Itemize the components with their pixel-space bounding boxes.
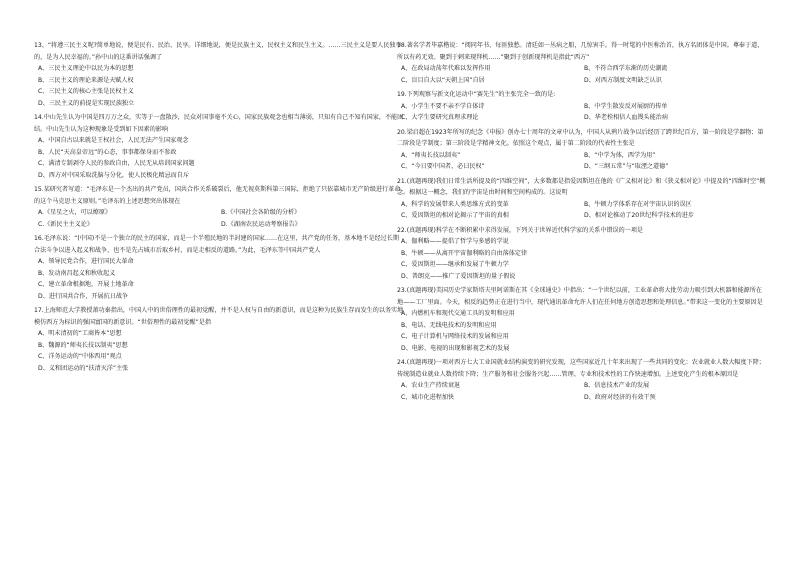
answer-option: D、电影、电视的出现和影视艺术的发展 bbox=[401, 344, 510, 352]
answer-option: A、科学的发展带来人类思维方式的变革 bbox=[401, 200, 509, 208]
answer-option: D.《湖南农民运动考察报告》 bbox=[221, 220, 301, 228]
answer-option: A、小学生不要不亲不学自体诗 bbox=[401, 102, 485, 110]
answer-option: C、爱因斯坦的相对论揭示了宇宙的真相 bbox=[401, 212, 509, 219]
question-stem: 17.上海师范大学教授萧功秦指出，中国人中的世俗理性的最初觉醒，并不是人权与自由的新意识，而是这种为民族生存而发生的以务实地模仿西方为标识的强国富国的新意识。“世俗理性的最初觉醒”是指 bbox=[34, 307, 404, 326]
answer-option: C、洋务运动的“中体西用”观点 bbox=[38, 353, 122, 360]
right-column bbox=[397, 40, 767, 406]
option-row bbox=[397, 380, 767, 392]
question-stem: 23.(真题再现)美国历史学家斯塔夫里阿诺斯在其《全球通史》中指出：“一个世纪以前，工业革命将大批劳动力吸引到大机器和能源所在地——工厂里面。今天，相反的趋势正在进行当中，现代通讯革命允许人们在任何地方创造思想和处理信息。”带来这一变化的主要原因是 bbox=[397, 287, 763, 306]
answer-option: B、“中学为体，西学为用” bbox=[584, 151, 656, 159]
answer-option: D、进行国共合作，开展抗日战争 bbox=[38, 292, 129, 300]
answer-option: B.《中国社会各阶级的分析》 bbox=[221, 209, 301, 216]
answer-option: C、“今日要中国者，必曰民权” bbox=[401, 163, 485, 170]
question bbox=[34, 112, 404, 181]
answer-option: C、城市化进程加快 bbox=[401, 393, 455, 401]
option-row bbox=[397, 75, 767, 87]
question bbox=[397, 176, 767, 222]
question-stem: 18.著名学者毕嘉楷说：“阅同年书，每匪独愁。清廷如一丛病之船，几惊害手。得一时髦的中医称治首，执方名团体是中国。尊奉于道，所以有药无效。聚到于刺来现拜机……”聚到于创新现拜机是指此“西方” bbox=[397, 42, 764, 61]
answer-option: C、大学生要研究真理求理论 bbox=[401, 114, 479, 121]
question bbox=[34, 233, 404, 302]
answer-option: B、中学生散发反对展厨的传单 bbox=[584, 102, 668, 110]
answer-option: C、满清专制剥夺人民的参政自由，人民无从培训国家问题 bbox=[38, 160, 195, 167]
option-row bbox=[397, 392, 767, 404]
answer-option: A、中国自古以来就是王权社会，人民无法产生国家观念 bbox=[38, 137, 189, 144]
question bbox=[34, 184, 404, 230]
question bbox=[34, 305, 404, 374]
question bbox=[397, 127, 767, 173]
answer-option: D、三民主义的前提是实现民族独立 bbox=[38, 99, 135, 107]
option-row bbox=[397, 63, 767, 75]
question-stem: 15.某研究者写道：“毛泽东是一个杰出的共产党员，国共合作关系破裂后，他无视莫斯科第三国际，拒绝了只依靠城市无产阶级进行革命的这个马克思主义原则。”毛泽东的上述思想突出体现在 bbox=[34, 186, 401, 205]
answer-option: B、信息技术产业的发展 bbox=[584, 382, 650, 389]
answer-option: A、“师夷长技以制夷” bbox=[401, 151, 461, 159]
option-row bbox=[34, 207, 404, 219]
answer-option: D、政府对经济的有效干预 bbox=[584, 393, 656, 401]
answer-option: D、华老栓相信人血馒头能治病 bbox=[584, 114, 668, 121]
answer-option: D、普朗克——推广了爱因斯坦的量子假说 bbox=[401, 272, 516, 280]
answer-option: B、三民主义的理论来源是天赋人权 bbox=[38, 76, 134, 84]
answer-option: A、领导民党合作，进行国民大革命 bbox=[38, 258, 134, 265]
answer-option: D、相对论推动了20世纪科学技术的进步 bbox=[584, 212, 694, 219]
answer-option: A、伽利略——提倡了哲学与多感的学说 bbox=[401, 238, 509, 245]
answer-option: B、不符合西学东渐的历史潮流 bbox=[584, 65, 668, 72]
answer-option: C、盲目自大以“天朝上国”自居 bbox=[401, 76, 485, 84]
answer-option: C、电子计算机与网络技术的发展和应用 bbox=[401, 333, 509, 340]
answer-option: D、“三纲五常”与“取湮之道德” bbox=[584, 163, 669, 170]
answer-option: D、对西方制度文明缺乏认识 bbox=[584, 76, 662, 84]
question bbox=[397, 40, 767, 86]
question-stem: 24.(真题再现)一项对西方七大工业国就业结构演变的研究发现，这些国家近几十年来出现了一些共同的变化：农业就业人数大幅度下降；传统制造业就业人数持续下降；生产服务和社会服务兴起……管理、专业和技术性的工作快速增加。上述变化产生的根本原因是 bbox=[397, 359, 765, 378]
answer-option: B、电话、无线电技术的发明和应用 bbox=[401, 321, 497, 329]
answer-option: D、西方对中国采取洗脑与分化，使人民极化精忌而自斥 bbox=[38, 171, 189, 179]
option-row bbox=[397, 199, 767, 211]
question-stem: 20.梁启超在1923年所写的纪念《申报》创办七十周年的文章中认为，中国人从鸦片战争以后经历了跨世纪百方，第一阶段是学器物；第二阶段是学制度；第三阶段是学精神文化。依照这个观点，属于第二阶段的代表性主张是 bbox=[397, 128, 764, 147]
answer-option: C、三民主义的核心主张是民权主义 bbox=[38, 88, 134, 95]
answer-option: C、爱因斯坦——继承和发展了牛顿力学 bbox=[401, 261, 509, 268]
answer-option: B、人民“天高皇帝远”的心态，事事都保身而不参政 bbox=[38, 148, 177, 156]
answer-option: B、牛顿——从离开宇宙伽利略的自由落体定律 bbox=[401, 249, 528, 257]
question-stem: 21.(真题再现)我们日常生活所提及的“四维空间”，大多数都是指爱因斯坦在他的《广义相对论》和《狭义相对论》中提及的“四维时空”概念。根据这一概念，我们的宇宙是由时间和空间构成的。这说明 bbox=[397, 177, 766, 196]
option-row bbox=[397, 210, 767, 222]
question bbox=[397, 89, 767, 124]
answer-option: A、内燃机车和现代交通工具的发明和应用 bbox=[401, 310, 515, 317]
left-column bbox=[34, 40, 404, 377]
answer-option: A、明末清初的“工商皆本”思想 bbox=[38, 330, 122, 337]
answer-option: B、牛顿力学体系存在对宇宙认识的误区 bbox=[584, 200, 692, 208]
answer-option: D、义和团运动的“扶清灭洋”主张 bbox=[38, 364, 129, 372]
answer-option: A、农业生产持续衰退 bbox=[401, 382, 461, 389]
answer-option: A.《星星之火，可以燎原》 bbox=[38, 209, 112, 216]
question bbox=[397, 225, 767, 283]
option-row bbox=[397, 161, 767, 173]
option-row bbox=[397, 101, 767, 113]
answer-option: C.《新民主主义论》 bbox=[38, 220, 93, 228]
answer-option: A、在政局动荡年代难以发挥作用 bbox=[401, 65, 491, 72]
option-row bbox=[397, 112, 767, 124]
question-stem: 19.下列观察与新文化运动中“赛先生”的主张完全一致的是: bbox=[397, 91, 556, 98]
question-stem: 14.中山先生认为中国是四万万之众，实等于一盘散沙，民众对国事毫不关心，国家民族观念也相当薄弱，只知有自己不知有国家，不能团结。中山先生认为这种现象是受到如下因素的影响 bbox=[34, 114, 404, 133]
option-row bbox=[397, 150, 767, 162]
question-stem: 16.毛泽东说：“(中国)不是一个独立的民主的国家，而是一个半殖民地的半封建的国家……在这里，共产党的任务，基本地不是经过长期合法斗争以进入起义和战争，也不是先占城市后取乡村，而是走相反的道路。”为此，毛泽东等中国共产党人 bbox=[34, 235, 399, 254]
answer-option: B、发动南昌起义和秋收起义 bbox=[38, 269, 116, 277]
question bbox=[397, 357, 767, 403]
option-row bbox=[34, 219, 404, 231]
answer-option: B、魏源的“师夷长技以制夷”思想 bbox=[38, 341, 128, 349]
answer-option: A、三民主义理论中以民为本的思想 bbox=[38, 65, 134, 72]
question bbox=[34, 40, 404, 109]
question-stem: 22.(真题再现)科学在不断积累中求得发展，下列关于世界近代科学家的关系中错误的一项是 bbox=[397, 226, 644, 234]
answer-option: C、建立革命根据地，开展土地革命 bbox=[38, 281, 134, 288]
question bbox=[397, 285, 767, 354]
question-stem: 13、“将遵三民主义呢?简单地说，便是民有、民治、民享。详细地说，便是民族主义，民权主义和民生主义。……三民主义是要人民独享的，是为人民幸福的。”孙中山的这番讲话强调了 bbox=[34, 42, 402, 61]
